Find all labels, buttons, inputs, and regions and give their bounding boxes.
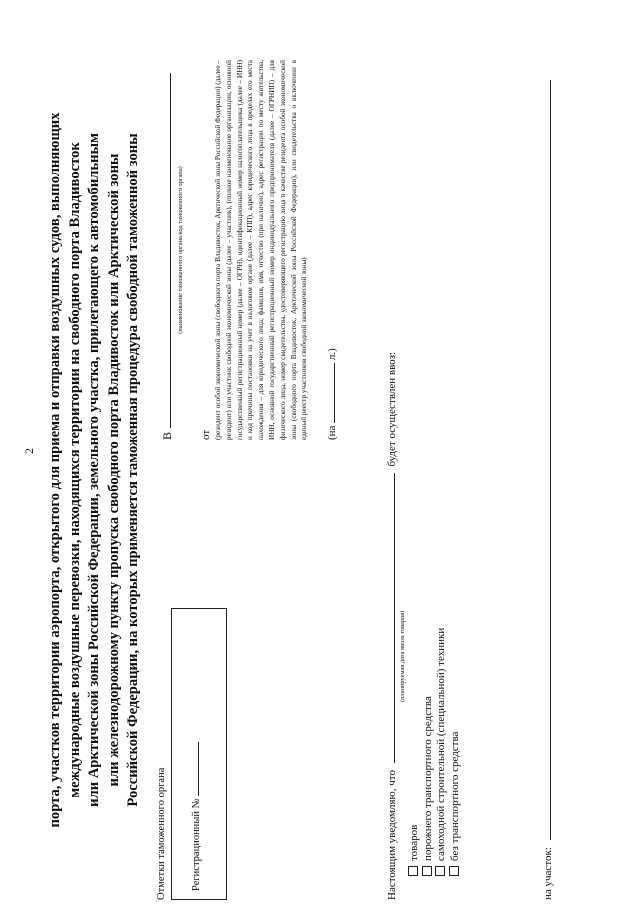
special-machinery-checkbox[interactable]: [435, 866, 445, 876]
sheet-count-row: [324, 60, 338, 440]
to-label: В: [160, 431, 174, 440]
no-vehicle-checkbox[interactable]: [449, 866, 459, 876]
sheet-count-field[interactable]: [324, 363, 335, 423]
import-type-label: товаров: [408, 824, 420, 861]
notice-suffix: будет осуществлен ввоз:: [386, 351, 398, 467]
registration-number-row: [188, 742, 202, 891]
goods-checkbox[interactable]: [408, 866, 418, 876]
import-notice-section: [384, 40, 462, 900]
import-type-list: [408, 40, 462, 876]
customs-marks-label: Отметки таможенного органа: [156, 767, 167, 900]
import-notice-row: [384, 40, 398, 900]
import-type-label: самоходной строительной (специальной) техники: [435, 627, 448, 861]
registration-number-field[interactable]: [188, 742, 199, 796]
customs-marks-section: [156, 520, 227, 900]
import-type-item: [408, 40, 422, 876]
import-type-item: [435, 40, 449, 876]
heading-line: или Арктической зоны Российской Федерации, земельного участка, прилегающего к автомобильным: [86, 133, 103, 807]
customs-authority-caption: (наименование таможенного органа/код таможенного органа): [177, 166, 184, 334]
notice-prefix: Настоящим уведомляю, что: [386, 770, 398, 900]
area-label: на участок:: [542, 847, 554, 900]
document-page: [46, 40, 606, 900]
customs-marks-box: [171, 608, 227, 900]
import-type-item: [422, 40, 436, 876]
page-number: 2: [22, 448, 36, 454]
customs-authority-row: [158, 60, 176, 440]
heading-line: международные воздушные перевозки, находящихся территории на свободного порта Владивосток: [66, 142, 83, 798]
from-label: от: [200, 429, 212, 440]
sheet-count-prefix: (на: [326, 425, 339, 440]
sheet-count-suffix: л.): [326, 348, 339, 361]
addressee-section: [158, 60, 338, 440]
import-type-item: [449, 40, 463, 876]
empty-vehicle-checkbox[interactable]: [422, 866, 432, 876]
area-row: [540, 40, 554, 900]
import-type-label: без транспортного средства: [448, 731, 461, 861]
customs-authority-field[interactable]: [158, 73, 171, 428]
heading-line: порта, участков территории аэропорта, открытого для приема и отправки воздушных судов, выполняющих: [47, 112, 63, 828]
planned-date-caption: (планируемая дата ввоза товаров): [399, 610, 406, 702]
heading-line: или железнодорожному пункту пропуска свободного порта Владивосток или Арктической зоны: [105, 153, 122, 787]
registration-number-label: Регистрационный №: [191, 798, 202, 891]
applicant-description: (резидент особой экономической зоны (свободного порта Владивосток, Арктической зоны Российской Федерации) (далее – резидент) или участник свободной экономической зоны (далее – участник), (полное наименование организации, основной государственный регистрационный номер (далее – ОГРН), идентификационный номер налогоплательщика (далее – ИНН) и код причины постановки на учет в налоговом органе (далее – КПП), адрес юридического лица в пределах его места нахождения – для юридического лица; фамилия, имя, отчество (при наличии), адрес регистрации по месту жительства, ИНН, основной государственный регистрационный номер индивидуального предпринимателя (далее – ОГРНИП) – для физического лица, номер свидетельства, удостоверяющего регистрацию лица в качестве резидента особой экономической зоны (свободного порта Владивосток, Арктической зоны Российской Федерации), или свидетельства о включении в единый реестр участников свободной экономической зоны): [214, 60, 309, 440]
planned-date-field[interactable]: [384, 473, 395, 763]
heading-line: Российской Федерации, на которых применяется таможенная процедура свободной таможенной зоны: [125, 133, 142, 807]
document-heading: [46, 40, 144, 900]
area-field[interactable]: [540, 80, 551, 840]
import-type-label: порожнего транспортного средства: [421, 696, 434, 861]
